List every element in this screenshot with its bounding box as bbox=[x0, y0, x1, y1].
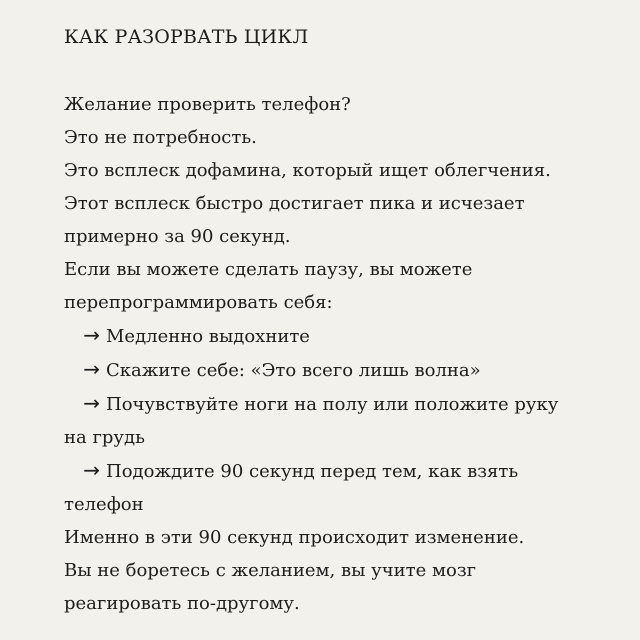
step-item bbox=[64, 454, 624, 488]
body-line: Это не потребность. bbox=[64, 127, 257, 148]
right-arrow-icon: → bbox=[83, 357, 100, 381]
closing-line: Вы не боретесь с желанием, вы учите мозг bbox=[64, 560, 477, 581]
post-body bbox=[64, 88, 624, 620]
body-line: Это всплеск дофамина, который ищет облегчения. bbox=[64, 160, 551, 181]
body-line: примерно за 90 секунд. bbox=[64, 226, 291, 247]
right-arrow-icon: → bbox=[83, 323, 100, 347]
body-line: перепрограммировать себя: bbox=[64, 292, 333, 313]
step-text: Медленно выдохните bbox=[106, 326, 310, 347]
step-text: Почувствуйте ноги на полу или положите руку bbox=[106, 394, 559, 415]
body-line: Этот всплеск быстро достигает пика и исчезает bbox=[64, 193, 525, 214]
body-line: Если вы можете сделать паузу, вы можете bbox=[64, 259, 473, 280]
right-arrow-icon: → bbox=[83, 458, 100, 482]
closing-line: Именно в эти 90 секунд происходит изменение. bbox=[64, 527, 525, 548]
post-title: КАК РАЗОРВАТЬ ЦИКЛ bbox=[64, 26, 309, 48]
step-text-continuation: телефон bbox=[64, 494, 144, 515]
step-text: Скажите себе: «Это всего лишь волна» bbox=[106, 360, 481, 381]
step-text: Подождите 90 секунд перед тем, как взять bbox=[106, 461, 519, 482]
step-text-continuation: на грудь bbox=[64, 427, 145, 448]
step-item bbox=[64, 353, 624, 387]
step-item bbox=[64, 387, 624, 421]
right-arrow-icon: → bbox=[83, 391, 100, 415]
closing-line: реагировать по-другому. bbox=[64, 593, 300, 614]
body-line: Желание проверить телефон? bbox=[64, 94, 351, 115]
step-item bbox=[64, 319, 624, 353]
